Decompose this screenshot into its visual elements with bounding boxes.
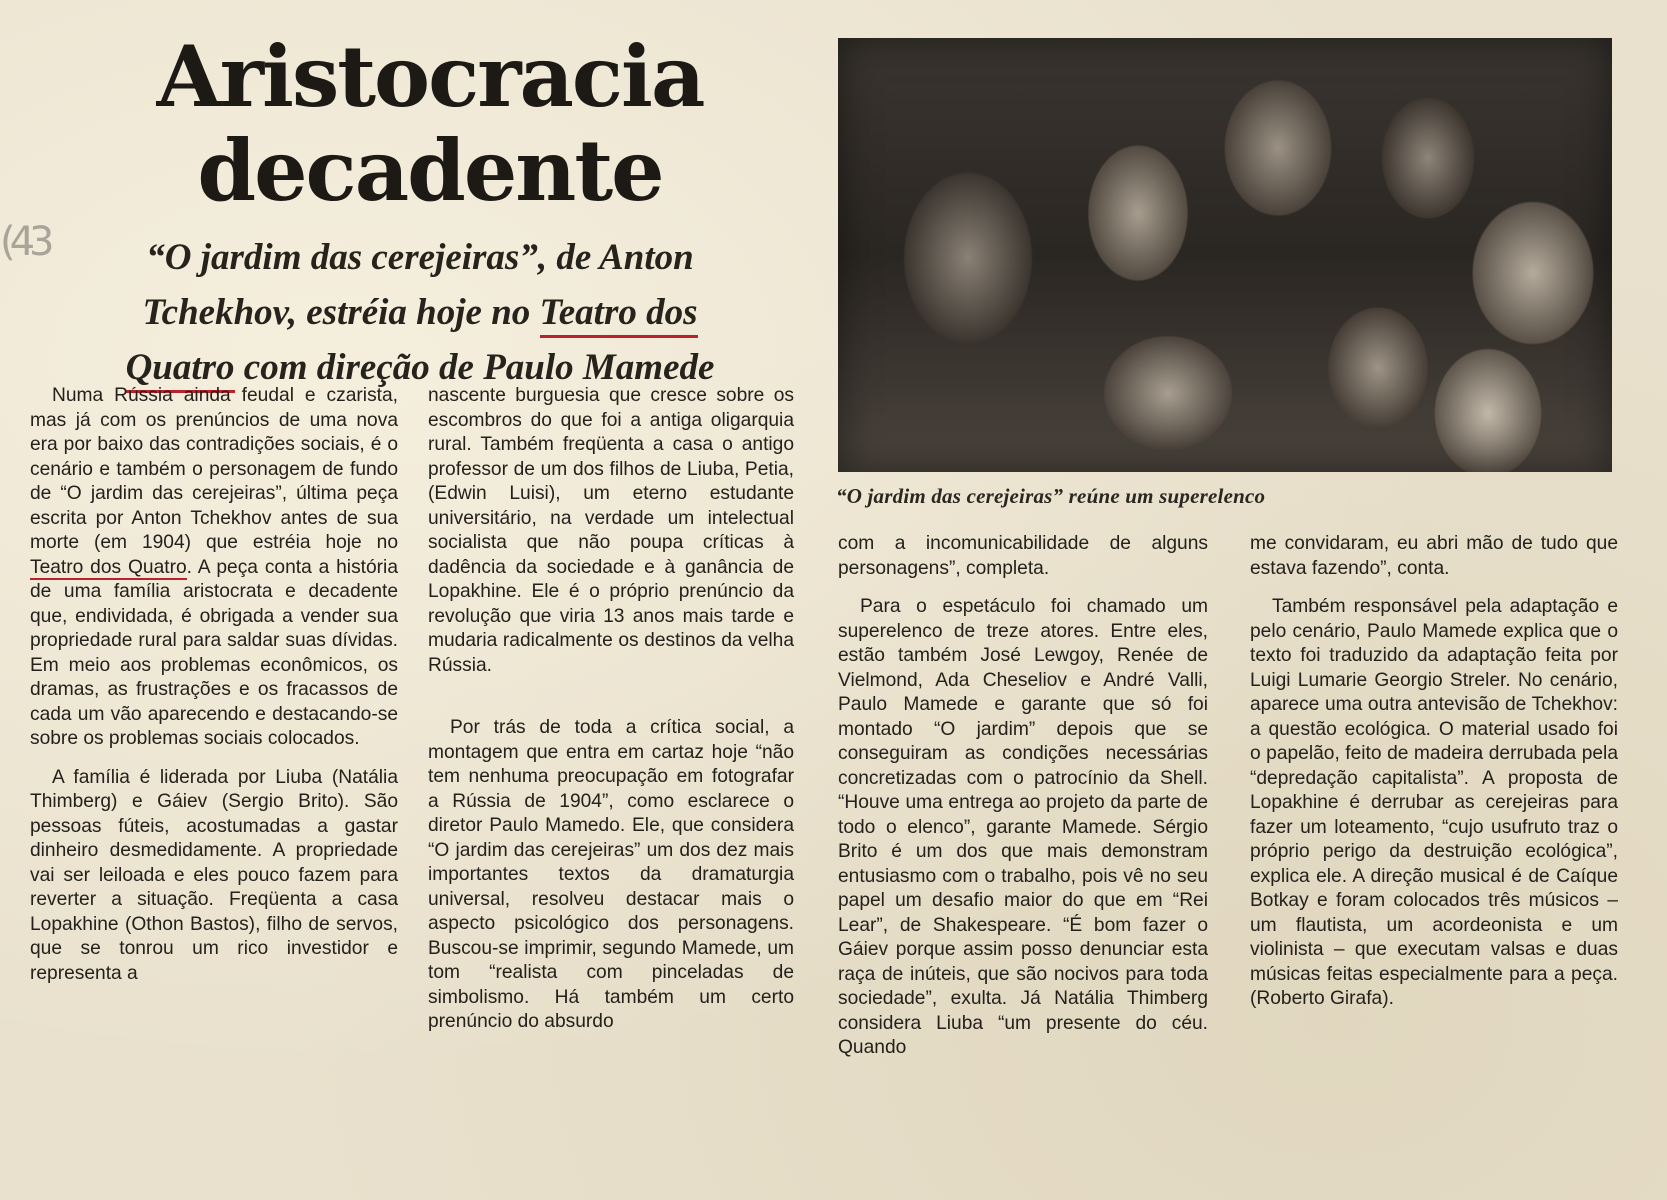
col1-theatre-underlined: Teatro dos Quatro [30,556,187,578]
photo-caption: “O jardim das cerejeiras” reúne um superelenco [836,484,1266,508]
headline-line-1: Aristocracia [156,27,704,126]
subheadline [60,230,780,395]
article-column-1 [30,384,398,986]
col1-p1-text-c: . A peça conta a história de uma família aristocrata e decadente que, endividada, é obrigada a vender sua propriedade rural para saldar suas dívidas. Em meio aos problemas econômicos, os dramas, as frustrações e os fracassos de cada um vão aparecendo e destacando-se sobre os problemas sociais colocados. [30,556,398,749]
col2-paragraph-1: nascente burguesia que cresce sobre os escombros do que foi a antiga oligarquia rural. Também freqüenta a casa o antigo professor de um dos filhos de Liuba, Petia, (Edwin Luisi), um eterno estudante universitário, na verdade um intelectual socialista que não poupa críticas à dadência da sociedade e à ganância de Lopakhine. Ele é o próprio prenúncio da revolução que viria 13 anos mais tarde e mudaria radicalmente os destinos da velha Rússia. [428,385,794,676]
col1-paragraph-2: A família é liderada por Liuba (Natália Thimberg) e Gáiev (Sergio Brito). São pessoas fúteis, acostumadas a gastar dinheiro desmedidamente. A propriedade vai ser leiloada e eles pouco fazem para reverter a situação. Freqüenta a casa Lopakhine (Othon Bastos), filho de servos, que se tonrou um rico investidor e representa a [30,766,398,984]
col4-paragraph-2: Também responsável pela adaptação e pelo cenário, Paulo Mamede explica que o texto foi traduzido da adaptação feita por Luigi Lumarie Georgio Streler. No cenário, aparece uma outra antevisão de Tchekhov: a questão ecológica. O material usado foi o papelão, feito de madeira derrubada pela “depredação capitalista”. A proposta de Lopakhine é derrubar as cerejeiras para fazer um loteamento, “cujo usufruto traz o próprio perigo da destruição ecológica”, explica ele. A direção musical é de Caíque Botkay e foram colocados três músicos – um flautista, um acordeonista e um violinista – que executam valsas e duas músicas feitas especialmente para a peça. (Roberto Girafa). [1250,596,1618,1009]
cast-photo [838,38,1612,472]
subhead-quatro-underlined: Quatro [126,347,235,393]
col1-p1-text-a: Numa Rússia ainda feudal e czarista, mas já com os prenúncios de uma nova era por baixo das contradições sociais, é o cenário e também o personagem de fundo de “O jardim das cerejeiras”, última peça escrita por Anton Tchekhov antes de sua morte (em 1904) que estréia hoje no [30,385,398,553]
subhead-line-1: “O jardim das cerejeiras”, de Anton [146,237,694,278]
col3-paragraph-1: com a incomunicabilidade de alguns personagens”, completa. [838,533,1208,579]
headline [150,27,710,220]
col2-paragraph-2: Por trás de toda a crítica social, a montagem que entra em cartaz hoje “não tem nenhuma preocupação em fotografar a Rússia de 1904”, como esclarece o diretor Paulo Mamedo. Ele, que considera “O jardim das cerejeiras” um dos dez mais importantes textos da dramaturgia universal, resolveu destacar mais o aspecto psicológico dos personagens. Buscou-se imprimir, segundo Mamede, um tom “realista com pinceladas de simbolismo. Há também um certo prenúncio do absurdo [428,717,794,1032]
col1-paragraph-1 [30,384,398,752]
subhead-line-2 [60,285,780,340]
article-column-2 [428,384,794,1035]
headline-line-2: decadente [197,121,663,220]
subhead-line-2-text: Tchekhov, estréia hoje no [142,292,540,333]
col4-paragraph-1: me convidaram, eu abri mão de tudo que estava fazendo”, conta. [1250,533,1618,579]
col3-paragraph-2: Para o espetáculo foi chamado um superelenco de treze atores. Entre eles, estão também José Lewgoy, Renée de Vielmond, Ada Cheseliov e André Valli, Paulo Mamede e garante que só foi montado “O jardim” depois que se conseguiram as condições necessárias concretizadas com o patrocínio da Shell. “Houve uma entrega ao projeto da parte de todo o elenco”, garante Mamede. Sérgio Brito é um dos que mais demonstram entusiasmo com o trabalho, pois vê no seu papel um desafio maior do que em “Rei Lear”, de Shakespeare. “É bom fazer o Gáiev porque assim posso denunciar esta raça de inúteis, que são nocivos para toda sociedade”, exulta. Já Natália Thimberg considera Liuba “um presente do céu. Quando [838,596,1208,1058]
subhead-line-3-text: com direção de Paulo Mamede [234,347,715,388]
margin-handwriting-mark: (43 [0,219,49,265]
article-column-4 [1250,532,1618,1012]
article-column-3 [838,532,1208,1061]
subhead-theatre-underlined: Teatro dos [540,292,698,338]
